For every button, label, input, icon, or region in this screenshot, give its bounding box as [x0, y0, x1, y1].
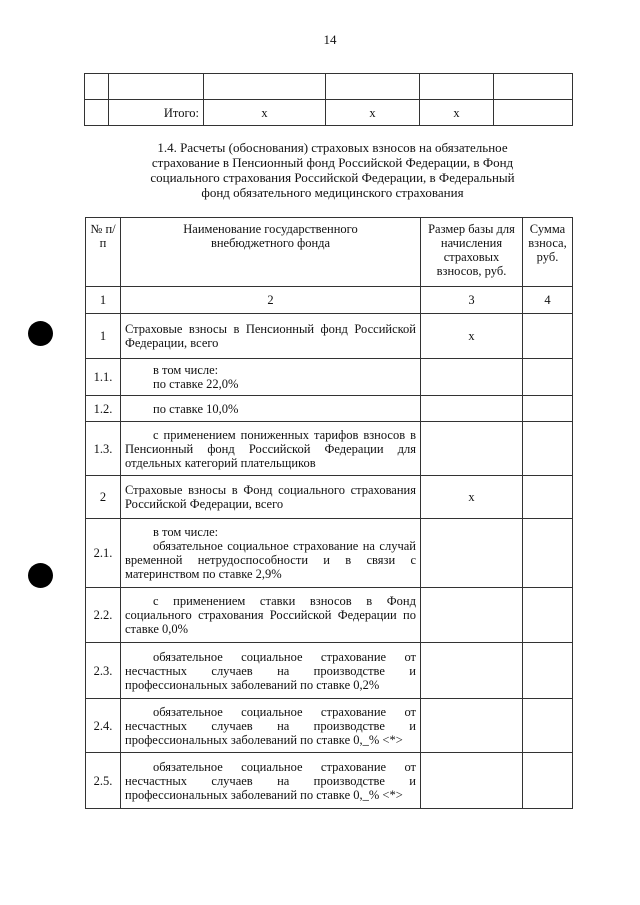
- base-amount-cell: [421, 753, 523, 809]
- contribution-sum-cell: [523, 753, 573, 809]
- row-number: 2.4.: [86, 699, 121, 753]
- table-row: [86, 699, 573, 753]
- table-row: [85, 74, 573, 100]
- contribution-sum-cell: [523, 396, 573, 422]
- table-row: [86, 422, 573, 476]
- contribution-sum-cell: [523, 422, 573, 476]
- row-number: 2.5.: [86, 753, 121, 809]
- table-row: [86, 396, 573, 422]
- fund-name: Страховые взносы в Пенсионный фонд Российской Федерации, всего: [121, 314, 421, 359]
- row-number: 2: [86, 476, 121, 519]
- table-row: [86, 519, 573, 588]
- base-amount-cell: [421, 588, 523, 643]
- total-row: [85, 100, 573, 126]
- base-amount-cell: х: [421, 314, 523, 359]
- total-cell: х: [326, 100, 420, 126]
- name-prefix: в том числе:: [153, 525, 219, 539]
- header-base: Размер базы для начисления страховых взносов, руб.: [421, 218, 523, 287]
- table-row: [86, 753, 573, 809]
- base-amount-cell: [421, 643, 523, 699]
- row-number: 2.3.: [86, 643, 121, 699]
- row-number: 2.1.: [86, 519, 121, 588]
- contribution-sum-cell: [523, 588, 573, 643]
- fund-name: обязательное социальное страхование от несчастных случаев на производстве и профессиональных заболеваний по ставке 0,_% <*>: [121, 753, 421, 809]
- fund-name: Страховые взносы в Фонд социального страхования Российской Федерации, всего: [121, 476, 421, 519]
- row-number: 2.2.: [86, 588, 121, 643]
- fund-name: обязательное социальное страхование от несчастных случаев на производстве и профессиональных заболеваний по ставке 0,2%: [121, 643, 421, 699]
- punch-hole: [28, 563, 53, 588]
- fund-name: [121, 519, 421, 588]
- name-prefix: в том числе:: [153, 363, 219, 377]
- header-num: № п/п: [86, 218, 121, 287]
- header-row: [86, 218, 573, 287]
- base-amount-cell: [421, 699, 523, 753]
- page-number: 14: [323, 32, 337, 47]
- column-numbers-row: [86, 287, 573, 314]
- fund-name: по ставке 10,0%: [121, 396, 421, 422]
- section-title: 1.4. Расчеты (обоснования) страховых взносов на обязательное страхование в Пенсионный фонд Российской Федерации, в Фонд социального страхования Российской Федерации, в Федеральный фонд обязательного медицинского страхования: [150, 140, 515, 200]
- total-cell: х: [204, 100, 326, 126]
- fund-name: с применением ставки взносов в Фонд социального страхования Российской Федерации по ставке 0,0%: [121, 588, 421, 643]
- base-amount-cell: [421, 396, 523, 422]
- base-amount-cell: [421, 422, 523, 476]
- insurance-contributions-table: [85, 217, 573, 809]
- fund-name-text: обязательное социальное страхование на случай временной нетрудоспособности и в связи с материнством по ставке 2,9%: [125, 539, 416, 581]
- table-row: [86, 643, 573, 699]
- punch-hole: [28, 321, 53, 346]
- fund-name-text: по ставке 22,0%: [153, 377, 239, 391]
- column-number: 3: [421, 287, 523, 314]
- table-row: [86, 588, 573, 643]
- row-number: 1: [86, 314, 121, 359]
- contribution-sum-cell: [523, 314, 573, 359]
- row-number: 1.1.: [86, 359, 121, 396]
- total-label: Итого:: [109, 100, 204, 126]
- fund-name: обязательное социальное страхование от несчастных случаев на производстве и профессиональных заболеваний по ставке 0,_% <*>: [121, 699, 421, 753]
- table-row: [86, 476, 573, 519]
- contribution-sum-cell: [523, 359, 573, 396]
- total-cell: [494, 100, 573, 126]
- column-number: 2: [121, 287, 421, 314]
- header-sum: Сумма взноса, руб.: [523, 218, 573, 287]
- base-amount-cell: [421, 359, 523, 396]
- fund-name: с применением пониженных тарифов взносов в Пенсионный фонд Российской Федерации для отдельных категорий плательщиков: [121, 422, 421, 476]
- contribution-sum-cell: [523, 643, 573, 699]
- contribution-sum-cell: [523, 699, 573, 753]
- column-number: 4: [523, 287, 573, 314]
- row-number: 1.3.: [86, 422, 121, 476]
- fund-name: [121, 359, 421, 396]
- row-number: 1.2.: [86, 396, 121, 422]
- header-name: Наименование государственного внебюджетного фонда: [121, 218, 421, 287]
- base-amount-cell: [421, 519, 523, 588]
- column-number: 1: [86, 287, 121, 314]
- base-amount-cell: х: [421, 476, 523, 519]
- contribution-sum-cell: [523, 519, 573, 588]
- previous-table-end: [84, 73, 573, 126]
- contribution-sum-cell: [523, 476, 573, 519]
- table-row: [86, 314, 573, 359]
- total-cell: х: [420, 100, 494, 126]
- table-row: [86, 359, 573, 396]
